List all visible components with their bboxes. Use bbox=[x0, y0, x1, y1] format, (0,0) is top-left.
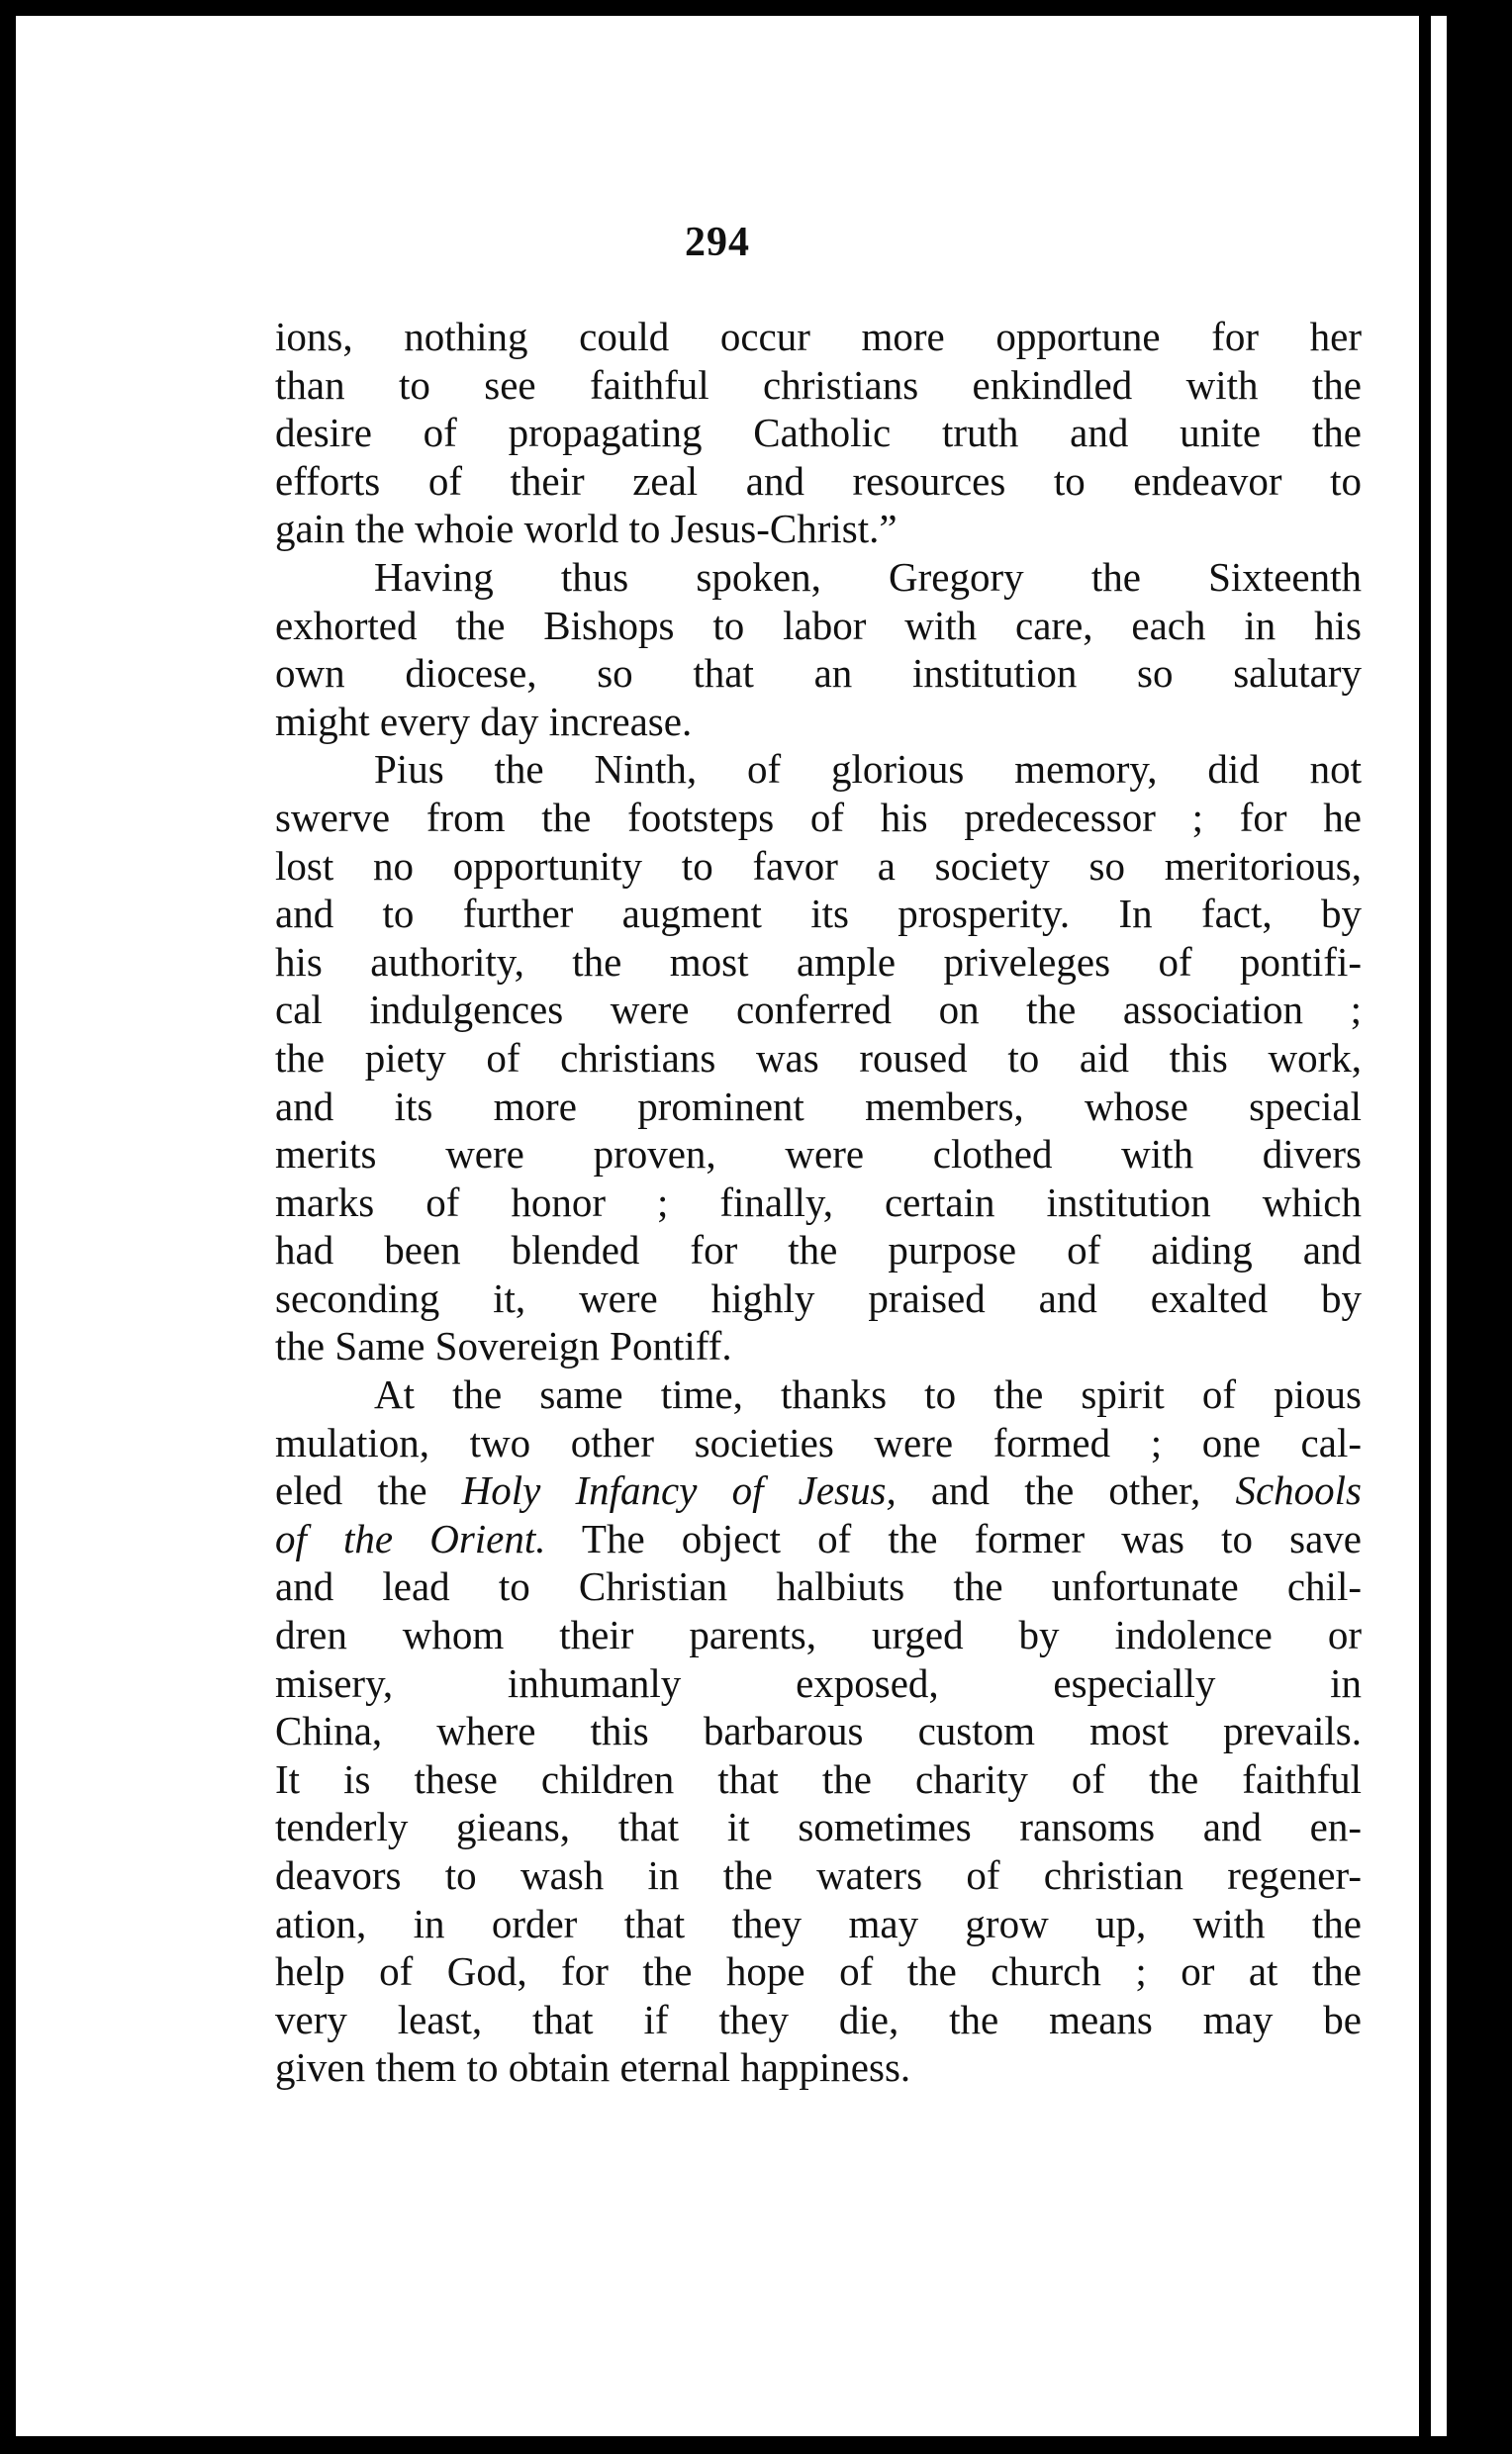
text-line: merits were proven, were clothed with divers bbox=[275, 1131, 1362, 1178]
text-line: lost no opportunity to favor a society so meritorious, bbox=[275, 842, 1362, 889]
italic-phrase: Holy Infancy of Jesus, bbox=[461, 1467, 897, 1514]
text-line: efforts of their zeal and resources to endeavor to bbox=[275, 457, 1362, 504]
text-line: Pius the Ninth, of glorious memory, did not bbox=[374, 746, 1362, 793]
text-run: and the other, bbox=[896, 1467, 1236, 1514]
text-line bbox=[275, 1515, 1362, 1563]
text-line: deavors to wash in the waters of christian regener- bbox=[275, 1852, 1362, 1898]
text-line: China, where this barbarous custom most prevails. bbox=[275, 1708, 1362, 1754]
text-line: very least, that if they die, the means may be bbox=[275, 1996, 1362, 2042]
text-line: ions, nothing could occur more opportune for her bbox=[275, 314, 1362, 359]
text-run: The object of the former was to save bbox=[545, 1515, 1362, 1561]
text-line: marks of honor ; finally, certain institution which bbox=[275, 1179, 1362, 1225]
text-line: dren whom their parents, urged by indolence or bbox=[275, 1612, 1362, 1658]
text-line: his authority, the most ample priveleges of pontifi- bbox=[275, 938, 1362, 985]
text-line: had been blended for the purpose of aiding and bbox=[275, 1227, 1362, 1274]
text-line: and lead to Christian halbiuts the unfortunate chil- bbox=[275, 1563, 1362, 1610]
text-line: gain the whoie world to Jesus-Christ.” bbox=[275, 506, 898, 552]
text-line: seconding it, were highly praised and exalted by bbox=[275, 1274, 1362, 1321]
text-run: eled the bbox=[275, 1467, 462, 1514]
text-line bbox=[275, 1466, 1362, 1515]
text-line: swerve from the footsteps of his predecessor ; for he bbox=[275, 794, 1362, 840]
body-text bbox=[275, 313, 1362, 2092]
text-line: exhorted the Bishops to labor with care, each in his bbox=[275, 602, 1362, 648]
text-line: tenderly gieans, that it sometimes ransoms and en- bbox=[275, 1804, 1362, 1850]
text-line: It is these children that the charity of the faithful bbox=[275, 1755, 1362, 1802]
text-line: and its more prominent members, whose special bbox=[275, 1083, 1362, 1129]
text-line: cal indulgences were conferred on the association ; bbox=[275, 987, 1362, 1033]
text-line: help of God, for the hope of the church ; or at the bbox=[275, 1948, 1362, 1995]
book-page bbox=[16, 16, 1419, 2436]
text-line: desire of propagating Catholic truth and unite the bbox=[275, 410, 1362, 456]
text-line: own diocese, so that an institution so salutary bbox=[275, 650, 1362, 697]
text-line: given them to obtain eternal happiness. bbox=[275, 2044, 911, 2091]
italic-phrase: Schools bbox=[1235, 1467, 1362, 1514]
text-line: mulation, two other societies were formed ; one cal- bbox=[275, 1419, 1362, 1465]
text-line: misery, inhumanly exposed, especially in bbox=[275, 1659, 1362, 1706]
italic-phrase: of the Orient. bbox=[275, 1515, 546, 1561]
page-number: 294 bbox=[685, 220, 750, 265]
text-line: and to further augment its prosperity. In fact, by bbox=[275, 891, 1362, 937]
text-line: ation, in order that they may grow up, with the bbox=[275, 1900, 1362, 1946]
text-line: the Same Sovereign Pontiff. bbox=[275, 1323, 732, 1369]
text-line: than to see faithful christians enkindled with the bbox=[275, 361, 1362, 408]
text-line: At the same time, thanks to the spirit of pious bbox=[374, 1371, 1362, 1418]
text-line: might every day increase. bbox=[275, 698, 693, 744]
text-line: the piety of christians was roused to aid this work, bbox=[275, 1034, 1362, 1081]
adjacent-page-edge bbox=[1431, 16, 1447, 2436]
text-line: Having thus spoken, Gregory the Sixteenth bbox=[374, 553, 1362, 600]
